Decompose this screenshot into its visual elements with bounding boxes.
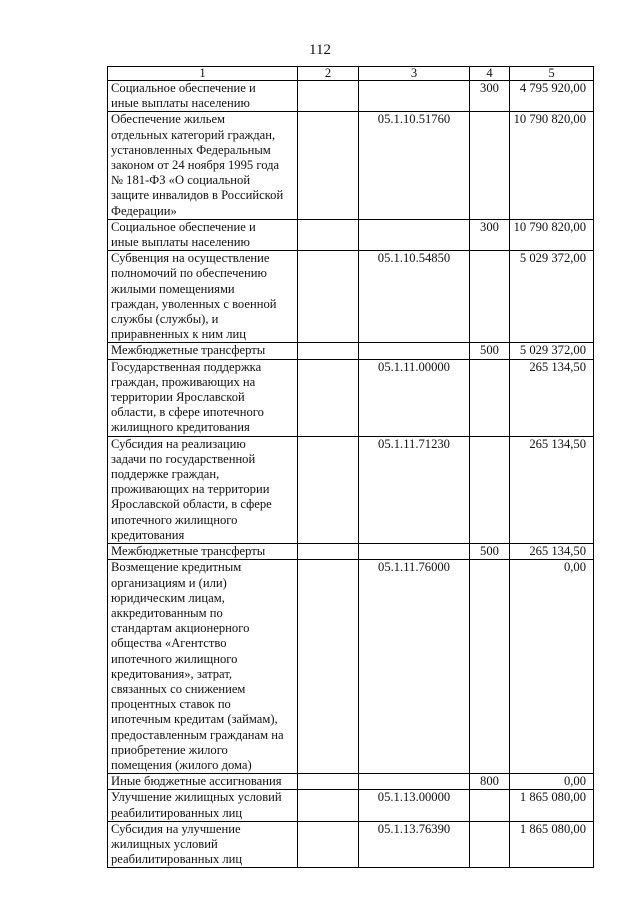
row-target-article-value: 05.1.11.00000 [378, 359, 450, 374]
row-expense-type [470, 774, 510, 790]
description-line: Субсидия на улучшение [111, 821, 241, 836]
table-row [108, 112, 594, 219]
row-amount [510, 219, 594, 250]
row-amount-value: 0,00 [563, 774, 586, 789]
row-expense-type [470, 343, 510, 359]
row-amount-value: 265 134,50 [529, 359, 586, 374]
description-line: ипотечным кредитам (займам), [111, 712, 278, 727]
description-line: ипотечного жилищного [111, 651, 238, 666]
row-description [108, 219, 298, 250]
page-number: 112 [309, 42, 331, 58]
row-amount-value: 5 029 372,00 [519, 251, 586, 266]
description-line: иные выплаты населению [111, 96, 250, 111]
row-expense-type [470, 219, 510, 250]
table-row [108, 219, 594, 250]
table-header-row [108, 67, 594, 81]
table-row [108, 343, 594, 359]
row-amount [510, 774, 594, 790]
row-target-article [359, 219, 470, 250]
row-expense-type [470, 560, 510, 774]
row-col-2 [298, 436, 359, 543]
row-target-article [359, 821, 470, 868]
description-line: помещения (жилого дома) [111, 757, 252, 772]
row-expense-type [470, 544, 510, 560]
row-amount-value: 265 134,50 [529, 436, 586, 451]
row-description [108, 81, 298, 112]
description-line: приравненных к ним лиц [111, 327, 246, 342]
table-row [108, 81, 594, 112]
description-line: жилищных условий [111, 836, 218, 851]
row-col-2 [298, 251, 359, 343]
row-expense-type-value: 500 [480, 544, 499, 559]
row-description [108, 544, 298, 560]
row-target-article [359, 774, 470, 790]
description-line: реабилитированных лиц [111, 805, 243, 820]
row-amount-value: 10 790 820,00 [513, 219, 586, 234]
description-line: приобретение жилого [111, 742, 228, 757]
description-line: иные выплаты населению [111, 235, 250, 250]
row-expense-type [470, 251, 510, 343]
description-line: аккредитованным по [111, 605, 223, 620]
description-line: Улучшение жилищных условий [111, 790, 282, 805]
row-target-article [359, 112, 470, 219]
description-line: реабилитированных лиц [111, 852, 243, 867]
row-col-2 [298, 219, 359, 250]
description-line: полномочий по обеспечению [111, 266, 267, 281]
description-line: Межбюджетные трансферты [111, 544, 266, 559]
row-amount-value: 10 790 820,00 [513, 112, 586, 127]
table-row [108, 821, 594, 868]
description-line: жилыми помещениями [111, 281, 235, 296]
row-amount-value: 265 134,50 [529, 544, 586, 559]
row-amount [510, 821, 594, 868]
description-line: связанных со снижением [111, 681, 246, 696]
row-target-article-value: 05.1.10.51760 [377, 112, 451, 127]
row-target-article [359, 544, 470, 560]
description-line: установленных Федеральным [111, 142, 271, 157]
description-line: поддержке граждан, [111, 467, 220, 482]
row-amount [510, 251, 594, 343]
description-line: Федерации» [111, 203, 177, 218]
description-line: процентных ставок по [111, 697, 231, 712]
description-line: кредитования», затрат, [111, 666, 233, 681]
description-line: Субвенция на осуществление [111, 251, 270, 266]
row-description [108, 821, 298, 868]
column-header-3: 3 [359, 67, 470, 81]
row-col-2 [298, 81, 359, 112]
description-line: Субсидия на реализацию [111, 436, 246, 451]
row-target-article-value: 05.1.11.71230 [378, 436, 450, 451]
row-amount-value: 1 865 080,00 [519, 821, 586, 836]
row-expense-type [470, 81, 510, 112]
row-col-2 [298, 544, 359, 560]
description-line: граждан, уволенных с военной [111, 296, 277, 311]
row-amount [510, 560, 594, 774]
description-line: Социальное обеспечение и [111, 81, 256, 95]
table-row [108, 251, 594, 343]
row-amount [510, 790, 594, 821]
description-line: Ярославской области, в сфере [111, 497, 272, 512]
description-line: задачи по государственной [111, 451, 256, 466]
budget-table [107, 66, 594, 868]
row-expense-type [470, 112, 510, 219]
description-line: граждан, проживающих на [111, 374, 256, 389]
row-amount-value: 5 029 372,00 [519, 343, 586, 358]
row-expense-type-value: 300 [480, 81, 499, 95]
row-amount-value: 0,00 [563, 560, 586, 575]
row-description [108, 790, 298, 821]
row-amount [510, 359, 594, 436]
row-col-2 [298, 560, 359, 774]
row-target-article-value: 05.1.13.00000 [377, 790, 451, 805]
row-amount [510, 112, 594, 219]
row-amount [510, 343, 594, 359]
row-target-article [359, 343, 470, 359]
row-description [108, 774, 298, 790]
row-amount [510, 81, 594, 112]
row-col-2 [298, 343, 359, 359]
row-description [108, 359, 298, 436]
description-line: Межбюджетные трансферты [111, 343, 266, 358]
row-amount [510, 436, 594, 543]
description-line: кредитования [111, 527, 185, 542]
description-line: стандартам акционерного [111, 621, 250, 636]
row-target-article [359, 359, 470, 436]
description-line: Обеспечение жильем [111, 112, 226, 127]
row-description [108, 251, 298, 343]
description-line: защите инвалидов в Российской [111, 188, 284, 203]
row-description [108, 560, 298, 774]
table-row [108, 774, 594, 790]
table-row [108, 544, 594, 560]
row-expense-type-value: 500 [480, 343, 499, 358]
row-target-article-value: 05.1.13.76390 [377, 821, 451, 836]
row-expense-type [470, 436, 510, 543]
description-line: территории Ярославской [111, 390, 245, 405]
description-line: отдельных категорий граждан, [111, 127, 276, 142]
row-target-article-value: 05.1.11.76000 [378, 560, 450, 575]
description-line: общества «Агентство [111, 636, 227, 651]
description-line: области, в сфере ипотечного [111, 405, 264, 420]
table-row [108, 790, 594, 821]
row-target-article-value: 05.1.10.54850 [377, 251, 451, 266]
row-description [108, 343, 298, 359]
row-col-2 [298, 774, 359, 790]
row-amount-value: 4 795 920,00 [519, 81, 586, 95]
row-col-2 [298, 821, 359, 868]
row-amount-value: 1 865 080,00 [519, 790, 586, 805]
description-line: ипотечного жилищного [111, 512, 238, 527]
row-expense-type-value: 300 [480, 219, 499, 234]
column-header-2: 2 [298, 67, 359, 81]
description-line: законом от 24 ноября 1995 года [111, 158, 280, 173]
row-amount [510, 544, 594, 560]
budget-table-body [108, 67, 594, 868]
column-header-5: 5 [510, 67, 594, 81]
description-line: Государственная поддержка [111, 359, 262, 374]
description-line: Иные бюджетные ассигнования [111, 774, 282, 789]
table-row [108, 560, 594, 774]
row-target-article [359, 251, 470, 343]
row-description [108, 436, 298, 543]
description-line: Возмещение кредитным [111, 560, 242, 575]
description-line: предоставленным гражданам на [111, 727, 284, 742]
table-row [108, 436, 594, 543]
row-expense-type [470, 821, 510, 868]
row-col-2 [298, 112, 359, 219]
row-target-article [359, 436, 470, 543]
description-line: проживающих на территории [111, 482, 270, 497]
row-target-article [359, 81, 470, 112]
table-row [108, 359, 594, 436]
row-col-2 [298, 359, 359, 436]
row-target-article [359, 790, 470, 821]
description-line: юридическим лицам, [111, 590, 225, 605]
description-line: Социальное обеспечение и [111, 219, 256, 234]
column-header-1: 1 [108, 67, 298, 81]
row-description [108, 112, 298, 219]
row-expense-type [470, 790, 510, 821]
description-line: организациям и (или) [111, 575, 227, 590]
row-expense-type [470, 359, 510, 436]
description-line: службы (службы), и [111, 312, 219, 327]
column-header-4: 4 [470, 67, 510, 81]
description-line: № 181-ФЗ «О социальной [111, 173, 251, 188]
row-target-article [359, 560, 470, 774]
row-col-2 [298, 790, 359, 821]
description-line: жилищного кредитования [111, 420, 250, 435]
row-expense-type-value: 800 [480, 774, 499, 789]
